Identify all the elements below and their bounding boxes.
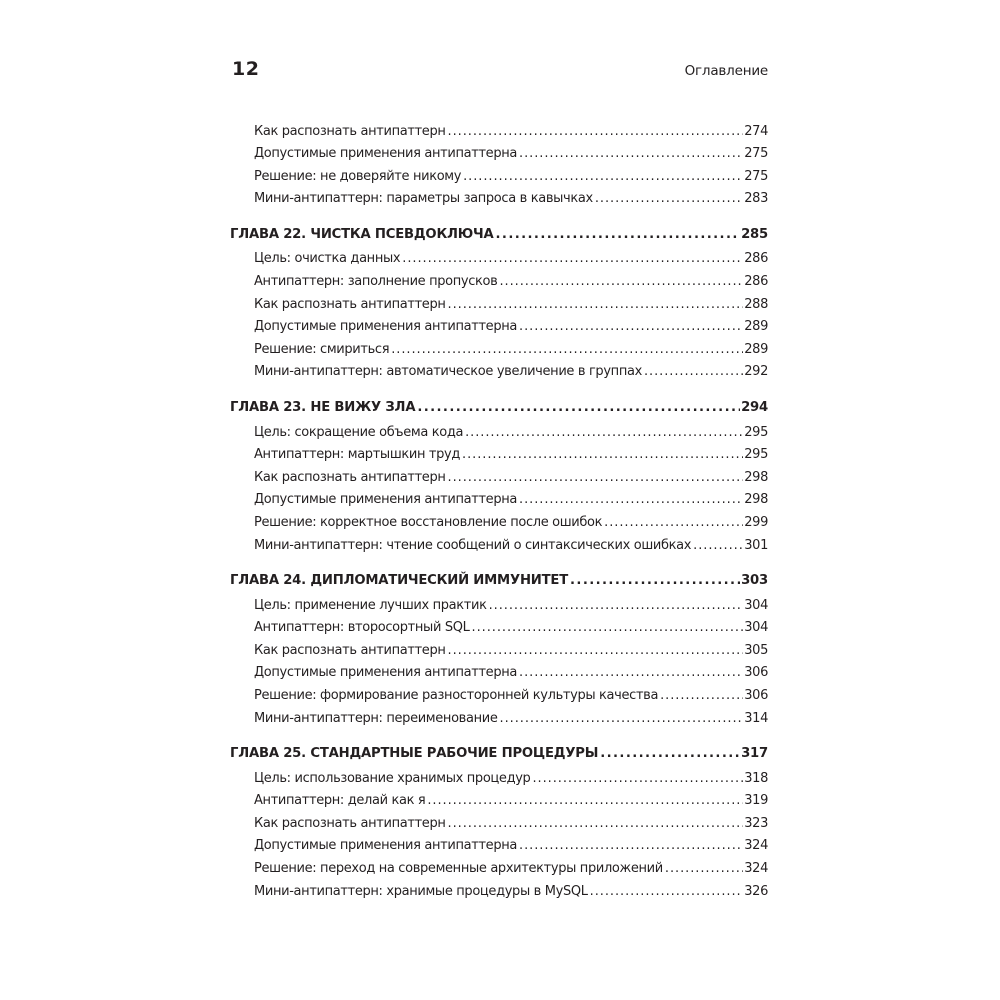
toc-entry-label: Цель: применение лучших практик: [254, 597, 487, 613]
toc-entry-page-number: 295: [744, 424, 768, 440]
chapter-page-number: 317: [741, 746, 768, 762]
toc-entry: [230, 680, 768, 703]
toc-entry-label: Допустимые применения антипаттерна: [254, 146, 517, 162]
dot-leader: [590, 884, 744, 899]
toc-entry-page-number: 301: [744, 537, 768, 553]
dot-leader: [519, 665, 743, 680]
dot-leader: [462, 447, 743, 462]
chapter-heading: [230, 219, 768, 242]
toc-entry-label: Допустимые применения антипаттерна: [254, 492, 517, 508]
running-title: Оглавление: [684, 63, 768, 79]
dot-leader: [427, 793, 743, 808]
dot-leader: [519, 146, 743, 161]
dot-leader: [600, 746, 740, 761]
toc-entry: [230, 289, 768, 312]
dot-leader: [391, 342, 743, 357]
toc-entry-page-number: 318: [744, 770, 768, 786]
dot-leader: [448, 297, 744, 312]
toc-entry: [230, 161, 768, 184]
dot-leader: [417, 400, 740, 415]
running-head: [230, 56, 768, 86]
toc-entry-page-number: 326: [744, 883, 768, 899]
toc-entry-page-number: 286: [744, 251, 768, 267]
toc-entry-page-number: 319: [744, 793, 768, 809]
table-of-contents: [230, 116, 768, 911]
toc-entry: [230, 613, 768, 636]
toc-entry-label: Допустимые применения антипаттерна: [254, 665, 517, 681]
dot-leader: [472, 620, 744, 635]
toc-entry-label: Мини-антипаттерн: параметры запроса в кавычках: [254, 191, 593, 207]
dot-leader: [604, 515, 743, 530]
toc-entry-page-number: 288: [744, 296, 768, 312]
dot-leader: [519, 319, 743, 334]
dot-leader: [448, 124, 744, 139]
chapter-page-number: 285: [741, 226, 768, 242]
toc-entry: [230, 703, 768, 726]
toc-entry-page-number: 275: [744, 168, 768, 184]
chapter-title: ГЛАВА 23. НЕ ВИЖУ ЗЛА: [230, 399, 416, 415]
toc-entry-label: Решение: формирование разносторонней культуры качества: [254, 687, 659, 703]
dot-leader: [448, 643, 744, 658]
dot-leader: [519, 838, 743, 853]
toc-entry-page-number: 298: [744, 492, 768, 508]
toc-entry-label: Как распознать антипаттерн: [254, 642, 446, 658]
chapter-title: ГЛАВА 22. ЧИСТКА ПСЕВДОКЛЮЧА: [230, 226, 494, 242]
toc-entry: [230, 763, 768, 786]
toc-entry-label: Цель: сокращение объема кода: [254, 424, 464, 440]
chapter-block: [230, 565, 768, 726]
dot-leader: [448, 816, 744, 831]
toc-entry-page-number: 295: [744, 447, 768, 463]
book-page: [230, 0, 768, 1000]
toc-entry: [230, 507, 768, 530]
toc-entry-page-number: 305: [744, 642, 768, 658]
toc-entry-label: Антипаттерн: заполнение пропусков: [254, 274, 498, 290]
dot-leader: [665, 861, 743, 876]
toc-entry-page-number: 289: [744, 341, 768, 357]
chapter-heading: [230, 392, 768, 415]
toc-entry-page-number: 323: [744, 815, 768, 831]
chapter-title: ГЛАВА 24. ДИПЛОМАТИЧЕСКИЙ ИММУНИТЕТ: [230, 573, 569, 588]
toc-entry: [230, 876, 768, 899]
dot-leader: [595, 191, 743, 206]
chapter-heading: [230, 738, 768, 761]
toc-entry: [230, 831, 768, 854]
toc-entry: [230, 244, 768, 267]
toc-entry-page-number: 314: [744, 710, 768, 726]
toc-entry-label: Как распознать антипаттерн: [254, 815, 446, 831]
chapter-page-number: 303: [741, 573, 768, 588]
toc-entry: [230, 139, 768, 162]
toc-entry: [230, 635, 768, 658]
toc-entry-page-number: 306: [744, 665, 768, 681]
toc-continued-section: [230, 116, 768, 206]
toc-entry: [230, 266, 768, 289]
toc-entry: [230, 417, 768, 440]
chapter-block: [230, 392, 768, 553]
toc-entry-label: Как распознать антипаттерн: [254, 469, 446, 485]
toc-entry: [230, 786, 768, 809]
toc-entry: [230, 658, 768, 681]
toc-entry: [230, 116, 768, 139]
toc-entry-label: Допустимые применения антипаттерна: [254, 838, 517, 854]
toc-entry: [230, 530, 768, 553]
toc-entry-page-number: 289: [744, 319, 768, 335]
toc-entry: [230, 357, 768, 380]
toc-entry-page-number: 275: [744, 146, 768, 162]
toc-entry-label: Допустимые применения антипаттерна: [254, 319, 517, 335]
toc-entry-page-number: 286: [744, 274, 768, 290]
dot-leader: [465, 425, 743, 440]
toc-entry-label: Решение: корректное восстановление после ошибок: [254, 514, 603, 530]
toc-entry-page-number: 304: [744, 620, 768, 636]
toc-entry: [230, 590, 768, 613]
toc-entry: [230, 184, 768, 207]
toc-entry-label: Мини-антипаттерн: переименование: [254, 710, 498, 726]
chapter-block: [230, 738, 768, 899]
dot-leader: [532, 771, 743, 786]
dot-leader: [570, 573, 740, 588]
toc-entry-label: Цель: очистка данных: [254, 251, 401, 267]
toc-entry-label: Решение: переход на современные архитектуры приложений: [254, 861, 663, 877]
toc-entry-page-number: 274: [744, 123, 768, 139]
toc-entry: [230, 485, 768, 508]
dot-leader: [644, 364, 743, 379]
toc-entry: [230, 853, 768, 876]
dot-leader: [448, 470, 744, 485]
page-number: 12: [232, 58, 260, 80]
toc-entry-page-number: 292: [744, 364, 768, 380]
dot-leader: [660, 688, 743, 703]
toc-entry-page-number: 299: [744, 514, 768, 530]
toc-entry-page-number: 304: [744, 597, 768, 613]
dot-leader: [499, 274, 743, 289]
chapter-title: ГЛАВА 25. СТАНДАРТНЫЕ РАБОЧИЕ ПРОЦЕДУРЫ: [230, 746, 599, 762]
toc-entry-page-number: 283: [744, 191, 768, 207]
toc-entry: [230, 312, 768, 335]
toc-entry-label: Решение: смириться: [254, 341, 390, 357]
toc-entry-label: Антипаттерн: второсортный SQL: [254, 620, 470, 636]
toc-entry-label: Как распознать антипаттерн: [254, 123, 446, 139]
toc-entry-label: Как распознать антипаттерн: [254, 296, 446, 312]
dot-leader: [693, 538, 743, 553]
toc-entry-label: Антипаттерн: делай как я: [254, 793, 426, 809]
dot-leader: [463, 169, 743, 184]
toc-entry: [230, 440, 768, 463]
toc-entry-page-number: 324: [744, 861, 768, 877]
chapter-block: [230, 219, 768, 380]
dot-leader: [519, 492, 743, 507]
toc-entry: [230, 808, 768, 831]
toc-entry-label: Антипаттерн: мартышкин труд: [254, 447, 461, 463]
dot-leader: [402, 251, 743, 266]
toc-entry-label: Решение: не доверяйте никому: [254, 168, 462, 184]
toc-entry: [230, 462, 768, 485]
dot-leader: [489, 598, 744, 613]
toc-entry-label: Мини-антипаттерн: автоматическое увеличение в группах: [254, 364, 642, 380]
toc-entry-label: Цель: использование хранимых процедур: [254, 770, 531, 786]
toc-entry-page-number: 298: [744, 469, 768, 485]
toc-entry-page-number: 324: [744, 838, 768, 854]
chapter-heading: [230, 565, 768, 588]
toc-entry: [230, 334, 768, 357]
chapter-page-number: 294: [741, 399, 768, 415]
dot-leader: [500, 711, 744, 726]
dot-leader: [496, 227, 741, 242]
toc-entry-label: Мини-антипаттерн: чтение сообщений о синтаксических ошибках: [254, 537, 692, 553]
toc-entry-label: Мини-антипаттерн: хранимые процедуры в MySQL: [254, 883, 588, 899]
toc-entry-page-number: 306: [744, 687, 768, 703]
